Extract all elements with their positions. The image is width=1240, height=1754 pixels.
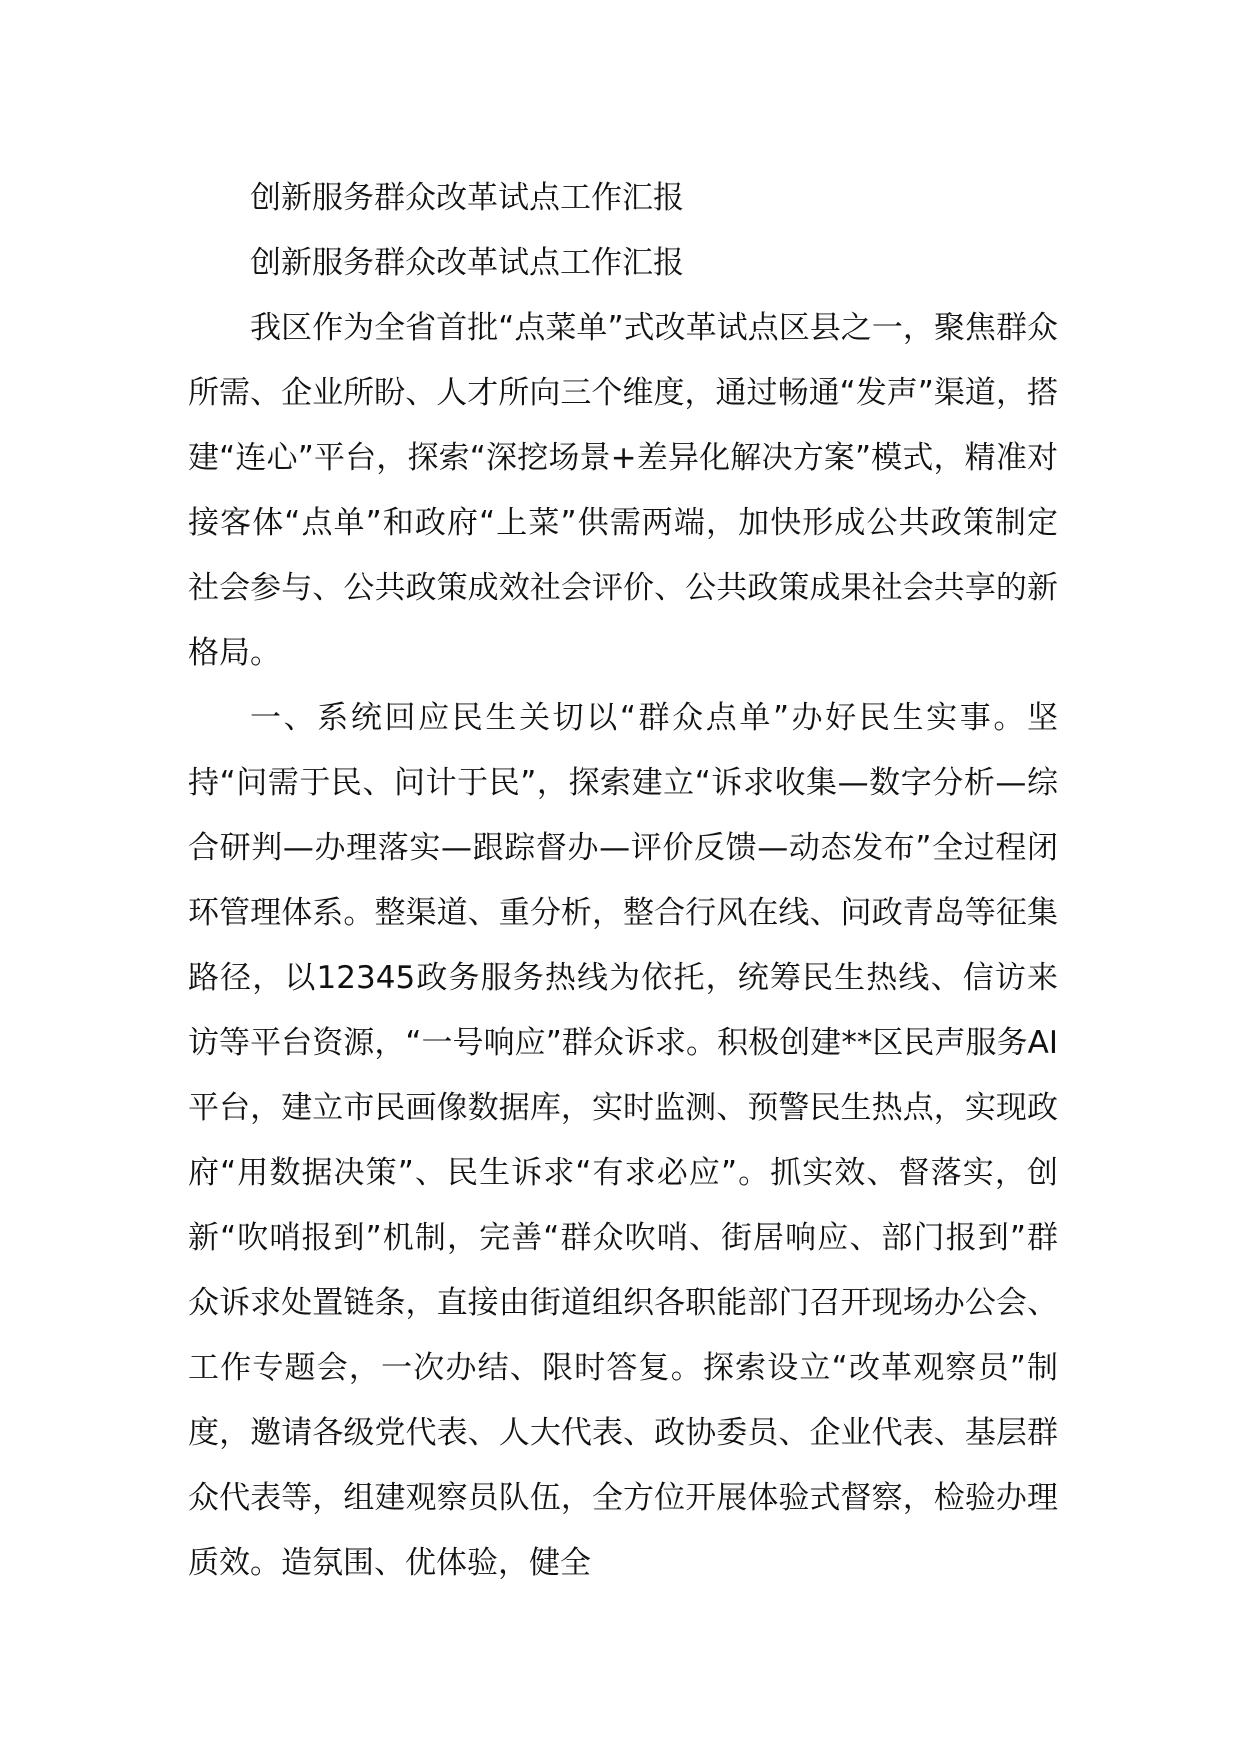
document-title: 创新服务群众改革试点工作汇报: [250, 180, 684, 216]
document-subtitle: 创新服务群众改革试点工作汇报: [250, 245, 684, 281]
section-one-paragraph: 一、系统回应民生关切以“群众点单”办好民生实事。坚持“问需于民、问计于民”，探索建立“诉求收集—数字分析—综合研判—办理落实—跟踪督办—评价反馈—动态发布”全过程闭环管理体系。整渠道、重分析，整合行风在线、问政青岛等征集路径，以12345政务服务热线为依托，统筹民生热线、信访来访等平台资源，“一号响应”群众诉求。积极创建**区民声服务AI平台，建立市民画像数据库，实时监测、预警民生热点，实现政府“用数据决策”、民生诉求“有求必应”。抓实效、督落实，创新“吹哨报到”机制，完善“群众吹哨、街居响应、部门报到”群众诉求处置链条，直接由街道组织各职能部门召开现场办公会、工作专题会，一次办结、限时答复。探索设立“改革观察员”制度，邀请各级党代表、人大代表、政协委员、企业代表、基层群众代表等，组建观察员队伍，全方位开展体验式督察，检验办理质效。造氛围、优体验，健全: [188, 700, 1058, 1581]
intro-paragraph: 我区作为全省首批“点菜单”式改革试点区县之一，聚焦群众所需、企业所盼、人才所向三个维度，通过畅通“发声”渠道，搭建“连心”平台，探索“深挖场景+差异化解决方案”模式，精准对接客体“点单”和政府“上菜”供需两端，加快形成公共政策制定社会参与、公共政策成效社会评价、公共政策成果社会共享的新格局。: [188, 310, 1058, 671]
document-body: [188, 166, 1058, 1596]
